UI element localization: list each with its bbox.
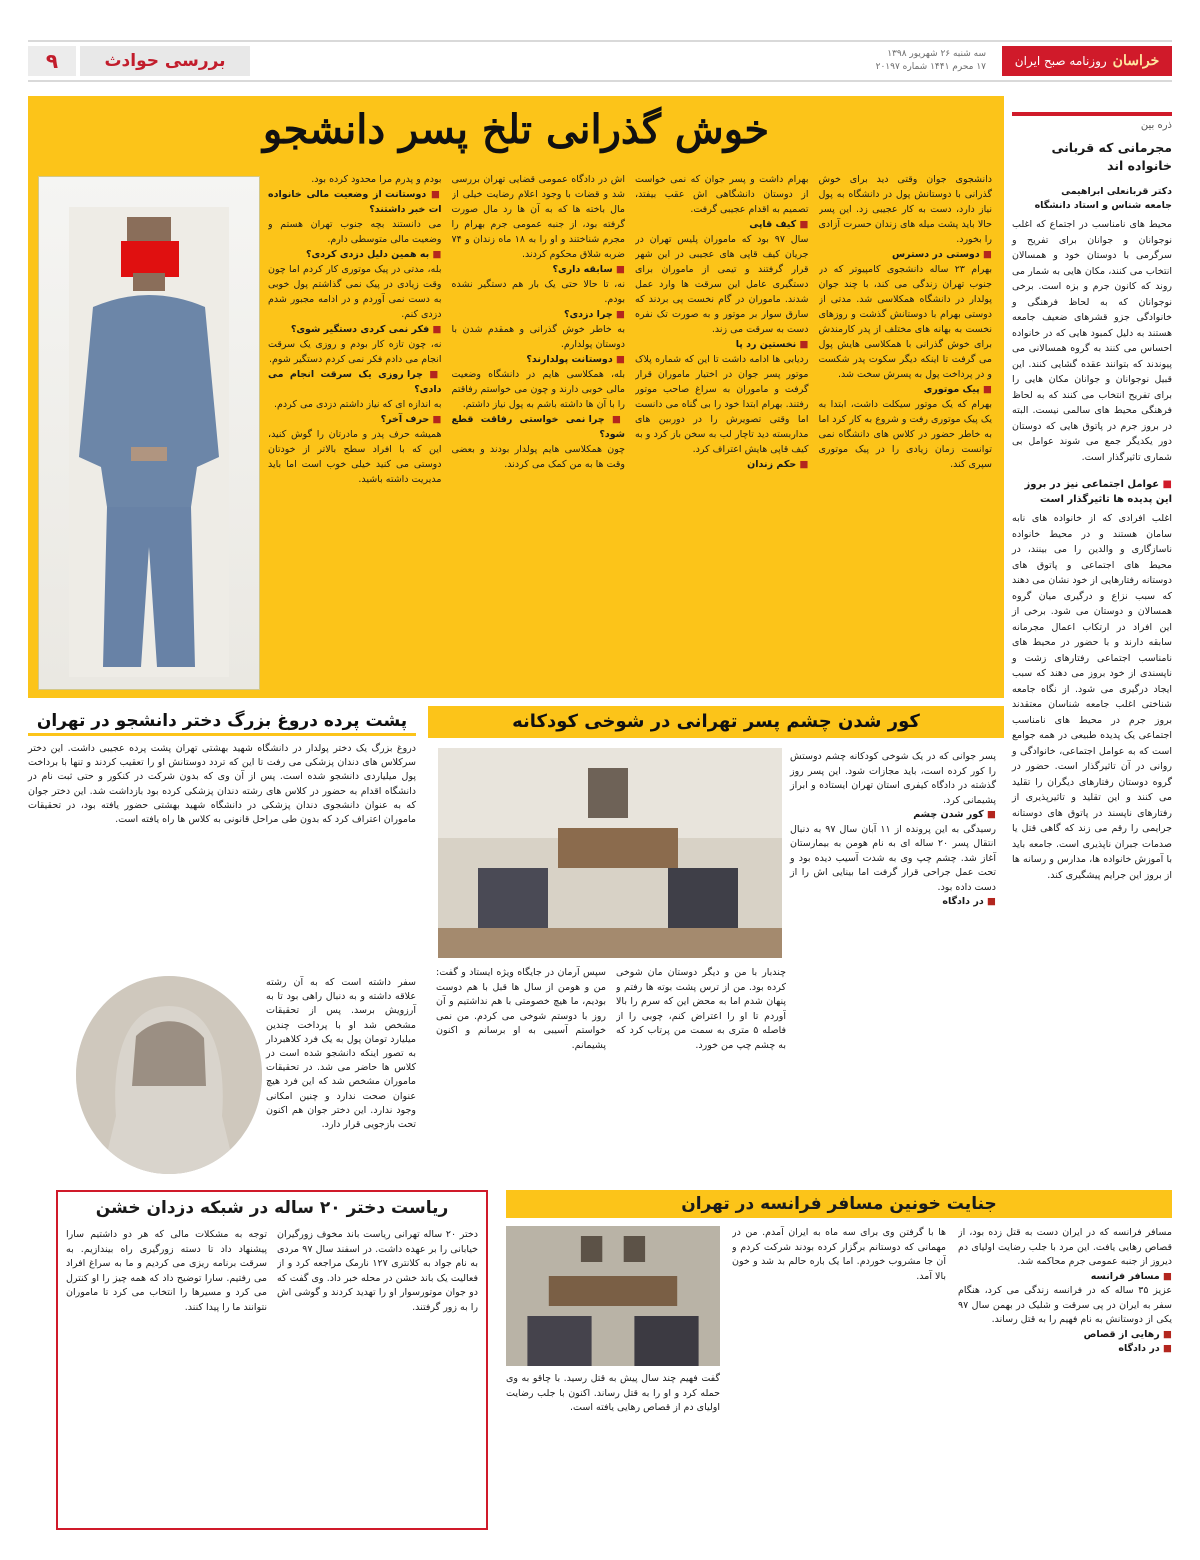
main-col1-subhead-2: ■ پیک موتوری	[924, 384, 992, 395]
main-col2-text-b: سال ۹۷ بود که ماموران پلیس تهران در جریان کیف قاپی های عجیبی در این شهر قرار گرفتند و تیمی از ماموران برای دستگیری عامل این سرقت ها وارد عمل شدند. ماموران در گام نخست پی بردند که سارق سوار بر موتور و به صورت تک نفره دست به سرقت می زند.	[635, 234, 809, 335]
main-col4-question-1: ■ دوستانت از وضعیت مالی خانواده ات خبر داشتند؟	[268, 189, 442, 215]
main-story	[28, 96, 1004, 698]
main-col4-lead: بودم و پدرم مرا محدود کرده بود.	[311, 174, 442, 185]
story-student-lie-aside: سفر داشته است که به آن رشته علاقه داشته و به دنبال راهی بود تا به آرزویش برسد. پس از تحقیقات مشخص شد او با پرداخت چندین میلیارد تومان پول به یک فرد کلاهبردار به تصور اینکه دانشجو شده است در کلاس ها حاضر می شد. در تحقیقات ماموران مشخص شد که این فرد هیچ عنوان صحت ندارد و چنین امکانی وجود ندارد. این دختر جوان هم اکنون تحت بازجویی قرار دارد.	[266, 977, 416, 1131]
masthead	[28, 40, 1172, 82]
story-france-traveler-lead: مسافر فرانسه که در ایران دست به قتل زده بود، از قصاص رهایی یافت. این مرد با جلب رضایت اولیای دم دیروز از جنبه عمومی جرم محاکمه شد.	[958, 1227, 1172, 1267]
main-col4-answer-1: می دانستند بچه جنوب تهران هستم و وضعیت مالی متوسطی دارم.	[268, 219, 442, 245]
story-france-traveler-subhead-3: ■ در دادگاه	[1118, 1343, 1172, 1354]
main-col3-answer-2: به خاطر خوش گذرانی و همقدم شدن با دوستان پولدارم.	[451, 324, 625, 350]
sidebar-title: مجرمانی که قربانی خانواده اند	[1051, 140, 1172, 173]
story-eye-injury-lead	[790, 750, 996, 910]
issue-date-line2: ۱۷ محرم ۱۴۴۱ شماره ۲۰۱۹۷	[875, 62, 986, 72]
story-france-traveler-col-c	[506, 1226, 720, 1530]
sidebar-accent-bar	[1012, 112, 1172, 116]
main-col4-answer-3: نه، چون تازه کار بودم و روزی یک سرقت انجام می دادم فکر نمی کردم دستگیر شوم.	[268, 339, 442, 365]
main-col2-subhead-1: ■ کیف قاپی	[749, 219, 808, 230]
story-eye-injury-body-1: رسیدگی به این پرونده از ۱۱ آبان سال ۹۷ به دنبال انتقال پسر ۲۰ ساله ای به نام هومن به بیمارستان آغاز شد. چشم چپ وی به شدت آسیب دیده بود و تحت عمل جراحی قرار گرفت اما بینایی اش را از دست داده بود.	[790, 823, 997, 893]
courtroom-photo	[438, 748, 782, 958]
brand-logo	[1002, 46, 1172, 76]
story-eye-injury-title: کور شدن چشم پسر تهرانی در شوخی کودکانه	[428, 706, 1004, 738]
main-col1-text-b: بهرام ۲۳ ساله دانشجوی کامپیوتر که در جنوب تهران زندگی می کند، با چند جوان پولدار در دانشگاه همکلاسی شد. مدتی از دوستی بهرام با دوستانش گذشت و روزهای نخست به بهانه های مختلف از پدر کارمندش برای خوش گذرانی با همکلاسی هایش پول می گرفت تا اینکه دیگر سکوت پدر شکست و در پرداخت پول به پسرش سخت شد.	[818, 264, 992, 380]
story-robbery-gang-title: ریاست دختر ۲۰ ساله در شبکه دزدان خشن	[95, 1198, 449, 1218]
main-col1-text-c: بهرام که یک موتور سیکلت داشت، ابتدا به یک پیک موتوری رفت و شروع به کار کرد اما به خاطر حضور در کلاس های دانشگاه نمی توانست زمان زیادی را در پیک موتوری سپری کند.	[818, 399, 992, 470]
main-col3-lead: اش در دادگاه عمومی قضایی تهران بررسی شد و قضات با وجود اعلام رضایت خیلی از مال باخته ها که به آن ها رد مال صورت گرفته بود، از جنبه عمومی جرم بهرام را مجرم شناختند و او را به ۱۸ ماه زندان و ۷۴ ضربه شلاق محکوم کردند.	[451, 174, 625, 260]
story-eye-injury-col-a: چندبار با من و دیگر دوستان مان شوخی کرده بود. من از ترس پشت بوته ها رفتم و پنهان شدم اما به محض این که سرم را بالا آوردم تا او را اعتراض کنم، چوبی را از فاصله ۵ متری به سمت من پرتاب کرد که به چشم چپ من خورد.	[616, 967, 786, 1051]
story-france-traveler-subhead-2: ■ رهایی از قصاص	[1084, 1329, 1172, 1340]
story-france-traveler-col-a	[958, 1226, 1172, 1530]
main-col3-answer-3: بله، همکلاسی هایم در دانشگاه وضعیت مالی خوبی دارند و چون می خواستم رفاقتم را با آن ها داشته باشم به پول نیاز داشتم.	[451, 369, 625, 410]
story-eye-injury-col-b: سپس آرمان در جایگاه ویژه ایستاد و گفت: من و هومن از سال ها قبل با هم دوست بودیم، ما هیچ خصومتی با هم نداشتیم و آن روز با دوستم شوخی می کردم. من نمی خواستم آسیبی به او برسانم و اکنون پشیمانم.	[436, 967, 606, 1051]
main-story-photo	[38, 176, 260, 690]
courtroom-photo-icon	[438, 748, 782, 958]
sidebar-body-1: محیط های نامناسب در اجتماع که اغلب نوجوانان و جوانان برای تفریح و سرگرمی با دوستان خود و همسالان انتخاب می کنند، مکان هایی به شمار می روند که کانون جرم و بزه است. برخی نوجوانان که به لحاظ فرهنگی و خانوادگی جزو قشرهای ضعیف جامعه هستند به دلیل کمبود هایی که در خانواده احساس می کنند به گروه همسالانی می پیوندند که بتوانند عقده گشایی کنند. این قبیل نوجوانان و جوانان مکان هایی را برای تفریح انتخاب می کنند که به لحاظ فرهنگی محیط های سالمی نیست. البته در بروز جرم در پاتوق هایی که دوستان دور یکدیگر جمع می شوند عوامل بی شماری تاثیرگذار است.	[1012, 219, 1172, 463]
main-col3-question-3: ■ دوستانت پولدارند؟	[526, 354, 625, 365]
main-story-columns	[268, 172, 992, 688]
woman-photo-icon	[76, 976, 262, 1174]
main-col2-lead: بهرام داشت و پسر جوان که نمی خواست از دوستان دانشگاهی اش عقب بیفتد، تصمیم به اقدام عجیبی گرفت.	[635, 174, 809, 215]
sidebar-author: دکتر قربانعلی ابراهیمی	[1061, 186, 1172, 197]
main-col4-answer-5: همیشه حرف پدر و مادرتان را گوش کنید، این که با افراد سطح بالاتر از خودتان دوستی می کنید خیلی خوب است اما باید مدیریت داشته باشید.	[268, 429, 442, 485]
main-col1-lead: دانشجوی جوان وقتی دید برای خوش گذرانی با دوستانش پول در دانشگاه به پول نیاز دارد، دست به کار عجیبی زد. این پسر حالا باید پشت میله های زندان حسرت آزادی را بخورد.	[818, 174, 992, 245]
main-col4-question-2: ■ به همین دلیل دزدی کردی؟	[306, 249, 442, 260]
story-robbery-gang-col-a: دختر ۲۰ ساله تهرانی ریاست باند مخوف زورگیران خیابانی را بر عهده داشت. در اسفند سال ۹۷ مردی به نام جواد به کلانتری ۱۲۷ نارمک مراجعه کرد و از فعالیت یک باند خشن در محله خبر داد. وی گفت که دو جوان موتورسوار او را تهدید کردند و گوشی اش را به زور گرفتند.	[277, 1229, 478, 1313]
story-eye-injury-intro: پسر جوانی که در یک شوخی کودکانه چشم دوستش را کور کرده است، باید مجازات شود. این پسر روز گذشته در دادگاه کیفری استان تهران ایستاده و ابراز پشیمانی کرد.	[790, 751, 996, 806]
france-court-photo	[506, 1226, 720, 1366]
brand-tagline: روزنامه صبح ایران	[1014, 54, 1107, 68]
story-eye-injury	[428, 706, 1004, 1184]
main-col4-question-3: ■ فکر نمی کردی دستگیر شوی؟	[291, 324, 442, 335]
story-robbery-gang-columns	[66, 1228, 478, 1520]
story-france-traveler	[506, 1190, 1172, 1530]
story-student-lie-title: پشت پرده دروغ بزرگ دختر دانشجو در تهران	[28, 706, 416, 736]
story-robbery-gang	[56, 1190, 488, 1530]
story-france-traveler-title: جنایت خونین مسافر فرانسه در تهران	[506, 1190, 1172, 1218]
story-eye-injury-subhead-2: ■ در دادگاه	[942, 896, 996, 907]
issue-date-line1: سه شنبه ۲۶ شهریور ۱۳۹۸	[887, 49, 986, 59]
sidebar-body-2: اغلب افرادی که از خانواده های نابه سامان هستند و در محیط خانواده ناسازگاری و والدین را می بینند، در محیط های اجتماعی و پاتوق های دوستانه رفتارهایی از خود نشان می دهند که سبب نزاع و درگیری میان گروه همسالان و دوستان می شود. برخی از این افراد در ارتکاب اعمال مجرمانه سابقه دارند و با حضور در محیط های نامناسب اجتماعی رفتارهای زشت و ناپسندی از خود بروز می دهند که سبب ایجاد درگیری می شود. از نگاه جامعه شناختی اغلب جامعه شناسان معتقدند بروز جرم در محیط های نامناسب اجتماعی یک پدیده طبیعی در همه جوامع است که به عوامل اجتماعی، خانوادگی و روانی در آن تاثیرگذار است. حضور در گروه دوستان رفتارهای دیگران را تقلید می کنند و این تقلید و تاثیرپذیری از رفتارهای ناپسند در پاتوق های دوستانه جرایمی را رقم می زند که گاهی قتل یا صدمات جبران ناپذیری است. جامعه باید با آموزش خانواده ها، مدارس و رسانه ها از بروز این جرایم پیشگیری کند.	[1012, 513, 1172, 881]
story-france-traveler-col-b: ها با گرفتن وی برای سه ماه به ایران آمدم. من در مهمانی که دوستانم برگزار کرده بودند شرکت کردم و آن جا مشروب خوردم. اما یک باره حالم بد شد و خون بالا آمد.	[732, 1227, 946, 1282]
main-col3-question-1: ■ سابقه داری؟	[553, 264, 626, 275]
story-eye-injury-subhead-1: ■ کور شدن چشم	[913, 809, 996, 820]
main-col4-question-5: ■ حرف آخر؟	[381, 414, 442, 425]
sidebar-subhead: ■ عوامل اجتماعی نیز در بروز این پدیده ها تاثیرگذار است	[1012, 477, 1172, 507]
story-student-lie	[28, 706, 416, 1184]
story-student-lie-body: دروغ بزرگ یک دختر پولدار در دانشگاه شهید بهشتی تهران پشت پرده عجیبی داشت. این دختر سرکلاس های دندان پزشکی می رفت تا این که تردد دوستانش او را تعقیب کردند و تنها با برداخت پول میلیاردی دانشجو شده است. پس از آن وی که بدون شرکت در کنکور و حتی ثبت نام در دانشگاه اقدام به حضور در کلاس های رشته دندان پزشکی کرده بود بازداشت شد. این دختر جوان که به عنوان دانشجوی دندان پزشکی در دانشگاه شهید بهشتی حضور یافته بود، در تحقیقات ماموران اعتراف کرد که بدون طی مراحل قانونی به کلاس ها راه یافته است.	[28, 743, 416, 826]
main-column-4	[268, 172, 442, 688]
main-col1-subhead-1: ■ دوستی در دسترس	[892, 249, 992, 260]
issue-date	[876, 48, 986, 74]
story-robbery-gang-col-b: توجه به مشکلات مالی که هر دو داشتیم سارا پیشنهاد داد تا دسته زورگیری راه بیندازیم. به سرقت برنامه ریزی می کردیم و ما به سراغ افراد می رفتیم. سارا توضیح داد که همه چیز را او کنترل می کرد و مسیرها را انتخاب می کرد تا ماموران نتوانند ما را پیدا کنند.	[66, 1229, 267, 1313]
main-col2-subhead-2: ■ نخستین رد پا	[736, 339, 809, 350]
court-photo-icon	[506, 1226, 720, 1366]
brand-name: خراسان	[1112, 53, 1160, 69]
sidebar-column	[1012, 112, 1172, 1142]
page-number: ۹	[28, 46, 76, 76]
main-col3-answer-4: چون همکلاسی هایم پولدار بودند و بعضی وقت ها به من کمک می کردند.	[451, 444, 625, 470]
person-photo-icon	[69, 207, 229, 677]
story-france-traveler-text-a2: عزیز ۳۵ ساله که در فرانسه زندگی می کرد، هنگام سفر به ایران در پی سرقت و شلیک در بهمن سال ۹۷ یکی از دوستانش به نام فهیم را به قتل رساند.	[958, 1285, 1172, 1325]
main-col4-question-4: ■ چرا روزی یک سرقت انجام می دادی؟	[268, 369, 442, 395]
main-column-3	[452, 172, 626, 688]
main-column-1	[819, 172, 993, 688]
main-col4-answer-4: به اندازه ای که نیاز داشتم دزدی می کردم.	[274, 399, 442, 410]
main-column-2	[635, 172, 809, 688]
main-col2-subhead-3: ■ حکم زندان	[747, 459, 808, 470]
story-france-traveler-text-c: گفت فهیم چند سال پیش به قتل رسید. با چاقو به وی حمله کرد و او را به قتل رساند. اکنون با جلب رضایت اولیای دم از قصاص رهایی یافته است.	[506, 1373, 720, 1413]
story-france-traveler-subhead-1: ■ مسافر فرانسه	[1091, 1271, 1172, 1282]
main-col4-answer-2: بله، مدتی در پیک موتوری کار کردم اما چون وقت زیادی در پیک نمی گذاشتم پول خوبی به دست نمی آوردم و در ادامه مجبور شدم دزدی کنم.	[268, 264, 442, 320]
sidebar-kicker: ذره بین	[1140, 120, 1172, 131]
sidebar-author-role: جامعه شناس و استاد دانشگاه	[1034, 200, 1172, 211]
story-eye-injury-columns	[436, 966, 786, 1178]
main-col2-text-c: ردیابی ها ادامه داشت تا این که شماره پلاک موتور پسر جوان در اختیار ماموران قرار گرفت و ماموران به سراغ صاحب موتور رفتند. بهرام ابتدا خود را بی گناه می دانست اما وقتی تصویرش را در دوربین های مداربسته دید تاچار لب به سخن باز کرد و به کیف قاپی هایش اعتراف کرد.	[635, 354, 809, 455]
story-france-traveler-columns	[506, 1226, 1172, 1530]
section-title: بررسی حوادث	[80, 46, 250, 76]
main-story-title: خوش گذرانی تلخ پسر دانشجو	[262, 106, 770, 153]
main-col3-question-2: ■ چرا دزدی؟	[564, 309, 625, 320]
main-col3-answer-1: نه، تا حالا حتی یک بار هم دستگیر نشده بودم.	[451, 279, 625, 305]
story-student-lie-photo	[76, 976, 262, 1174]
main-col3-question-4: ■ چرا نمی خواستی رفاقت قطع شود؟	[452, 414, 626, 440]
